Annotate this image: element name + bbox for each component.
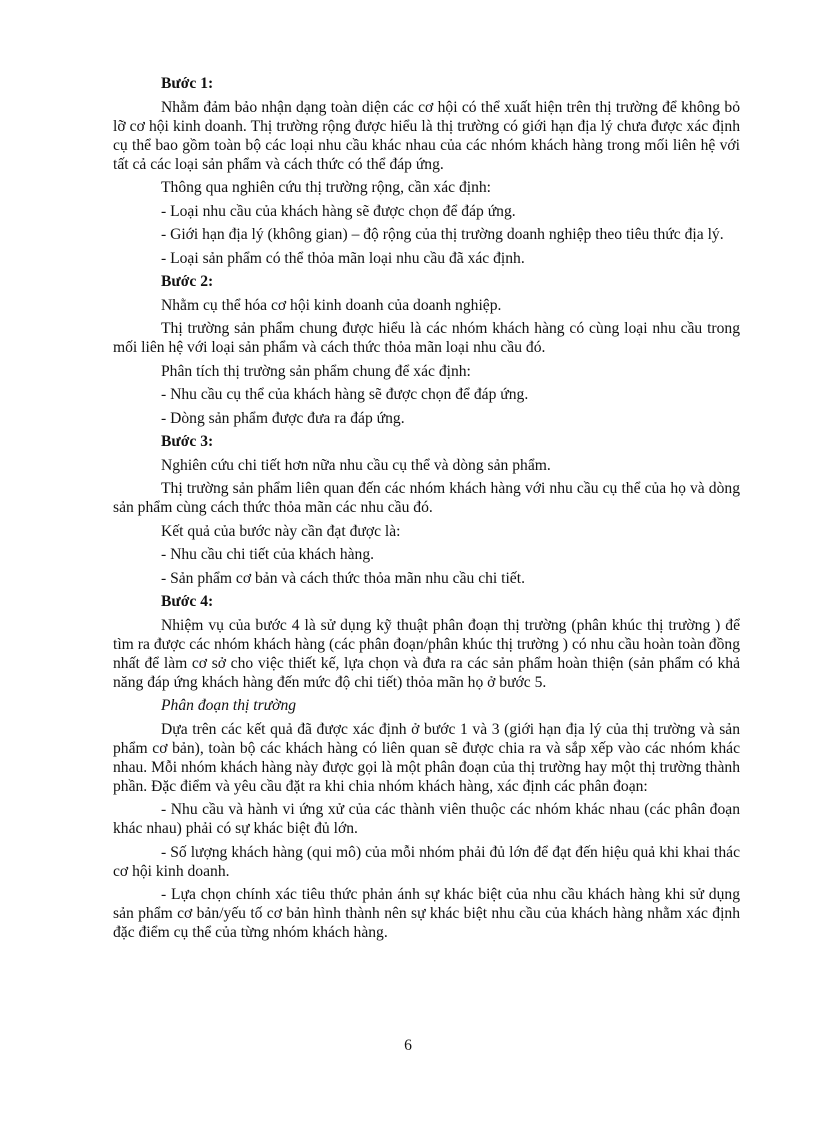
paragraph: - Loại nhu cầu của khách hàng sẽ được chọn để đáp ứng.: [161, 202, 516, 220]
paragraph: - Giới hạn địa lý (không gian) – độ rộng của thị trường doanh nghiệp theo tiêu thức địa lý.: [161, 226, 724, 243]
paragraph: - Số lượng khách hàng (qui mô) của mỗi nhóm phải đủ lớn để đạt đến hiệu quả khi khai thác cơ hội kinh doanh.: [113, 843, 740, 880]
paragraph: - Loại sản phẩm có thể thỏa mãn loại nhu cầu đã xác định.: [161, 249, 525, 267]
subsection-title: Phân đoạn thị trường: [161, 697, 297, 714]
paragraph: Nhằm đảm bảo nhận dạng toàn diện các cơ hội có thể xuất hiện trên thị trường để không bỏ lỡ cơ hội kinh doanh. Thị trường rộng được hiểu là thị trường có giới hạn địa lý chưa được xác định cụ thể bao gồm toàn bộ các loại nhu cầu khác nhau của các nhóm khách hàng trong mối liên hệ với tất cả các loại sản phẩm và cách thức có thể đáp ứng.: [113, 98, 740, 173]
paragraph: - Dòng sản phẩm được đưa ra đáp ứng.: [161, 409, 405, 427]
paragraph: - Sản phẩm cơ bản và cách thức thỏa mãn nhu cầu chi tiết.: [161, 569, 525, 587]
paragraph: - Nhu cầu chi tiết của khách hàng.: [161, 546, 375, 563]
page-content: [113, 74, 740, 942]
paragraph: - Nhu cầu cụ thể của khách hàng sẽ được chọn để đáp ứng.: [161, 386, 529, 403]
paragraph: Nghiên cứu chi tiết hơn nữa nhu cầu cụ thể và dòng sản phẩm.: [161, 456, 551, 474]
section-heading: Bước 4:: [161, 593, 214, 610]
section-heading: Bước 2:: [161, 273, 214, 290]
paragraph: Nhằm cụ thể hóa cơ hội kinh doanh của doanh nghiệp.: [161, 296, 502, 314]
section-heading: Bước 1:: [161, 75, 214, 92]
paragraph: Kết quả của bước này cần đạt được là:: [161, 522, 401, 540]
paragraph: Thông qua nghiên cứu thị trường rộng, cần xác định:: [161, 179, 492, 196]
paragraph: Thị trường sản phẩm liên quan đến các nhóm khách hàng với nhu cầu cụ thể của họ và dòng sản phẩm cùng cách thức thỏa mãn các nhu cầu đó.: [113, 480, 740, 516]
paragraph: Dựa trên các kết quả đã được xác định ở bước 1 và 3 (giới hạn địa lý của thị trường và sản phẩm cơ bản), toàn bộ các khách hàng có liên quan sẽ được chia ra và sắp xếp vào các nhóm khác nhau. Mỗi nhóm khách hàng này được gọi là một phân đoạn của thị trường hay một thị trường thành phần. Đặc điểm và yêu cầu đặt ra khi chia nhóm khách hàng, xác định các phân đoạn:: [113, 720, 740, 795]
paragraph: - Nhu cầu và hành vi ứng xử của các thành viên thuộc các nhóm khác nhau (các phân đoạn khác nhau) phải có sự khác biệt đủ lớn.: [113, 801, 740, 837]
paragraph: Nhiệm vụ của bước 4 là sử dụng kỹ thuật phân đoạn thị trường (phân khúc thị trường ) để tìm ra được các nhóm khách hàng (các phân đoạn/phân khúc thị trường ) có nhu cầu hoàn toàn đồng nhất để làm cơ sở cho việc thiết kế, lựa chọn và đưa ra các sản phẩm hoàn thiện (sản phẩm có khả năng đáp ứng khách hàng đến mức độ chi tiết) thỏa mãn họ ở bước 5.: [113, 616, 740, 691]
page-number: 6: [404, 1037, 412, 1054]
paragraph: Phân tích thị trường sản phẩm chung để xác định:: [161, 362, 471, 380]
paragraph: - Lựa chọn chính xác tiêu thức phản ánh sự khác biệt của nhu cầu khách hàng khi sử dụng sản phẩm cơ bản/yếu tố cơ bản hình thành nên sự khác biệt nhu cầu của khách hàng nhằm xác định đặc điểm cụ thể của từng nhóm khách hàng.: [113, 886, 740, 941]
paragraph: Thị trường sản phẩm chung được hiểu là các nhóm khách hàng có cùng loại nhu cầu trong mối liên hệ với loại sản phẩm và cách thức thỏa mãn loại nhu cầu đó.: [113, 320, 740, 356]
section-heading: Bước 3:: [161, 433, 214, 450]
